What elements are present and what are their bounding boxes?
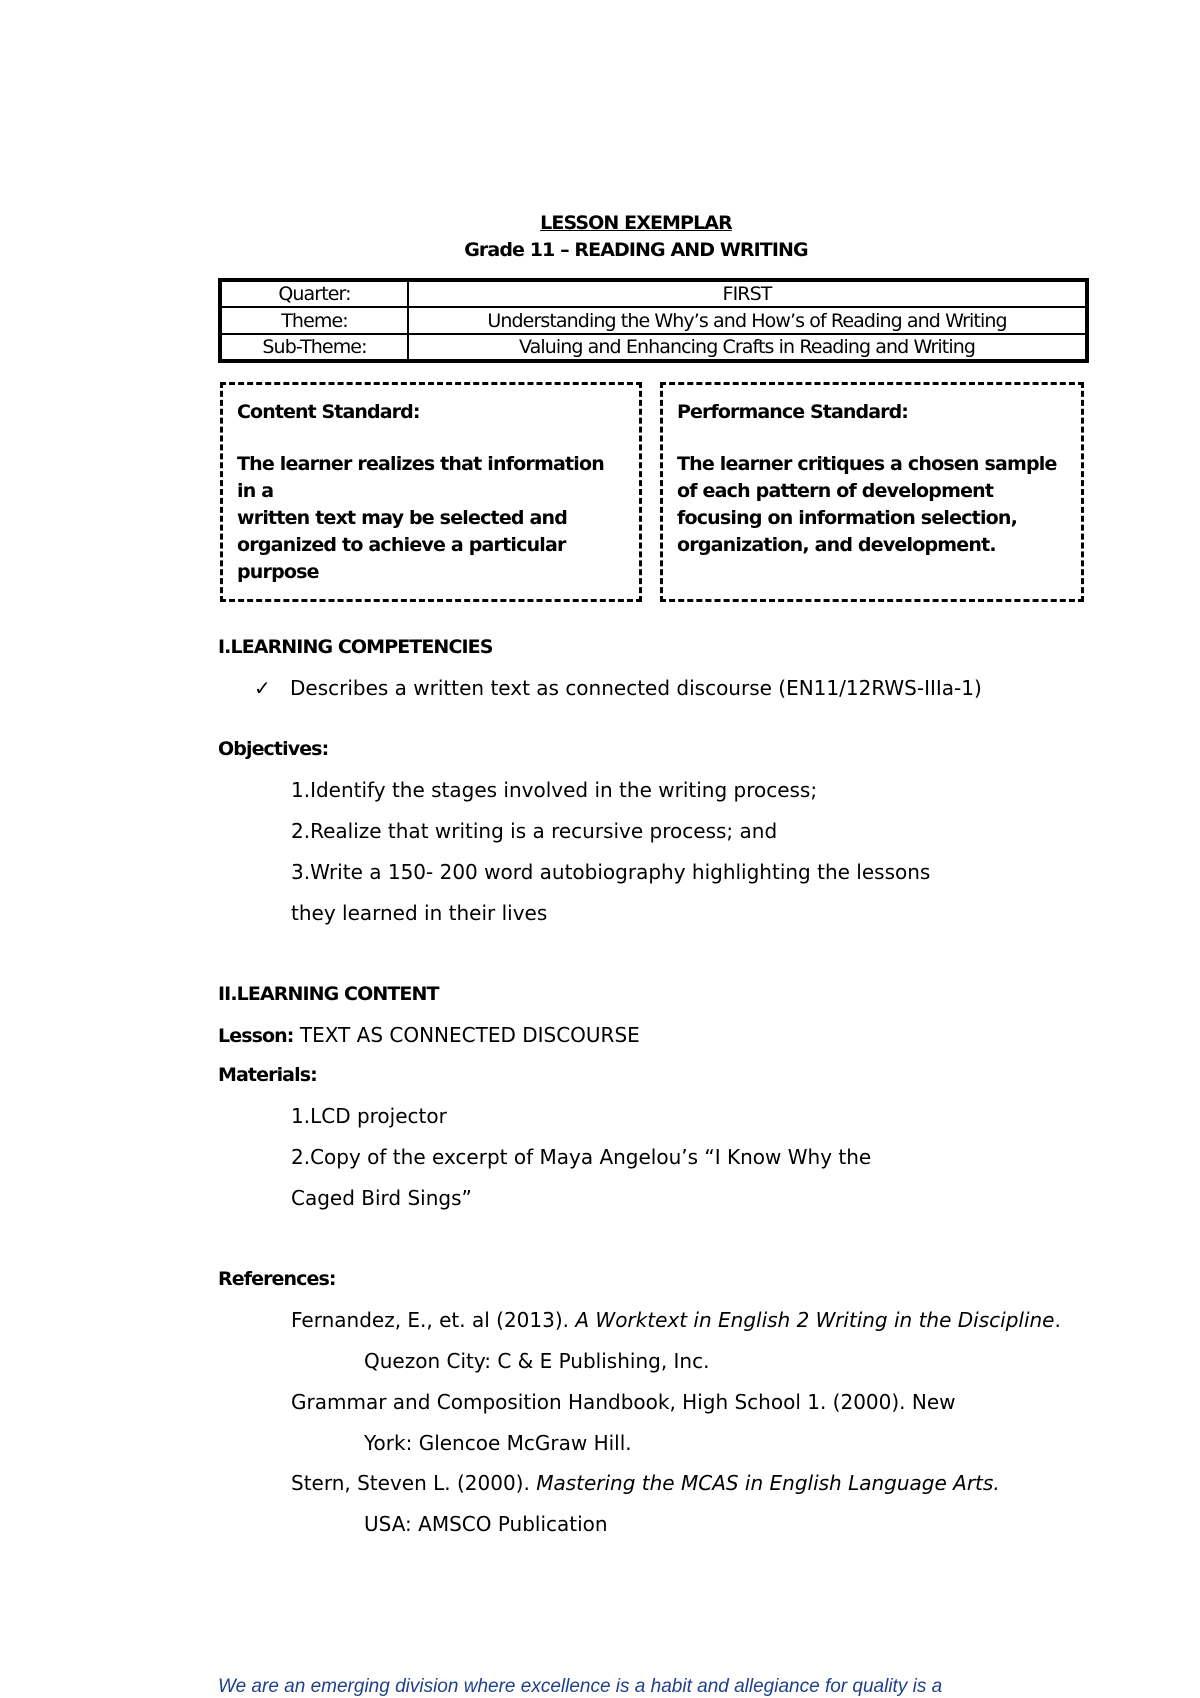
material-item: 2.Copy of the excerpt of Maya Angelou’s “I Know Why the <box>291 1145 872 1169</box>
lesson-label: Lesson: <box>218 1025 294 1047</box>
table-row <box>220 280 1087 307</box>
learning-competencies-heading: I.LEARNING COMPETENCIES <box>218 636 493 658</box>
reference-item <box>291 1308 1061 1332</box>
page-title: LESSON EXEMPLAR <box>540 212 732 234</box>
performance-standard-text <box>677 451 1067 559</box>
subtheme-value: Valuing and Enhancing Crafts in Reading and Writing <box>408 334 1087 361</box>
content-standard-text <box>237 451 625 586</box>
theme-label: Theme: <box>220 307 408 334</box>
references-label: References: <box>218 1268 336 1290</box>
reference-title: Mastering the MCAS in English Language Arts. <box>536 1471 1000 1495</box>
subtheme-label: Sub-Theme: <box>220 334 408 361</box>
lesson-line <box>218 1023 640 1048</box>
reference-item <box>291 1471 1000 1495</box>
materials-label: Materials: <box>218 1064 317 1086</box>
reference-title: A Worktext in English 2 Writing in the Discipline <box>575 1308 1055 1332</box>
info-table <box>218 278 1089 363</box>
checkmark-icon: ✓ <box>254 676 271 700</box>
objectives-label: Objectives: <box>218 738 329 760</box>
objective-item: 2.Realize that writing is a recursive process; and <box>291 819 778 843</box>
text-line: focusing on information selection, <box>677 507 1018 529</box>
page-subtitle: Grade 11 – READING AND WRITING <box>464 239 808 261</box>
reference-punct: . <box>1054 1308 1061 1332</box>
reference-author: Fernandez, E., et. al (2013). <box>291 1308 576 1332</box>
material-item: 1.LCD projector <box>291 1104 447 1128</box>
performance-standard-box <box>660 382 1084 602</box>
learning-content-heading: II.LEARNING CONTENT <box>218 983 439 1005</box>
table-row <box>220 307 1087 334</box>
material-item: Caged Bird Sings” <box>291 1186 472 1210</box>
theme-value: Understanding the Why’s and How’s of Reading and Writing <box>408 307 1087 334</box>
objective-item: they learned in their lives <box>291 901 548 925</box>
text-line: of each pattern of development <box>677 480 994 502</box>
objective-item: 1.Identify the stages involved in the writing process; <box>291 778 818 802</box>
performance-standard-heading: Performance Standard: <box>677 401 908 423</box>
text-line: The learner realizes that information in a <box>237 453 604 502</box>
text-line: organized to achieve a particular <box>237 534 566 556</box>
reference-publisher: USA: AMSCO Publication <box>364 1512 608 1536</box>
reference-author: Stern, Steven L. (2000). <box>291 1471 537 1495</box>
text-line: The learner critiques a chosen sample <box>677 453 1057 475</box>
reference-publisher: York: Glencoe McGraw Hill. <box>364 1431 632 1455</box>
competency-text: Describes a written text as connected discourse (EN11/12RWS-IIIa-1) <box>290 676 982 700</box>
reference-publisher: Quezon City: C & E Publishing, Inc. <box>364 1349 710 1373</box>
text-line: written text may be selected and <box>237 507 568 529</box>
text-line: purpose <box>237 561 319 583</box>
text-line: organization, and development. <box>677 534 996 556</box>
quarter-label: Quarter: <box>220 280 408 307</box>
quarter-value: FIRST <box>408 280 1087 307</box>
lesson-value: TEXT AS CONNECTED DISCOURSE <box>293 1023 640 1047</box>
footer-motto: We are an emerging division where excellence is a habit and allegiance for quality is a <box>218 1676 943 1697</box>
reference-item: Grammar and Composition Handbook, High School 1. (2000). New <box>291 1390 956 1414</box>
table-row <box>220 334 1087 361</box>
content-standard-heading: Content Standard: <box>237 401 420 423</box>
objective-item: 3.Write a 150- 200 word autobiography highlighting the lessons <box>291 860 931 884</box>
content-standard-box <box>220 382 642 602</box>
